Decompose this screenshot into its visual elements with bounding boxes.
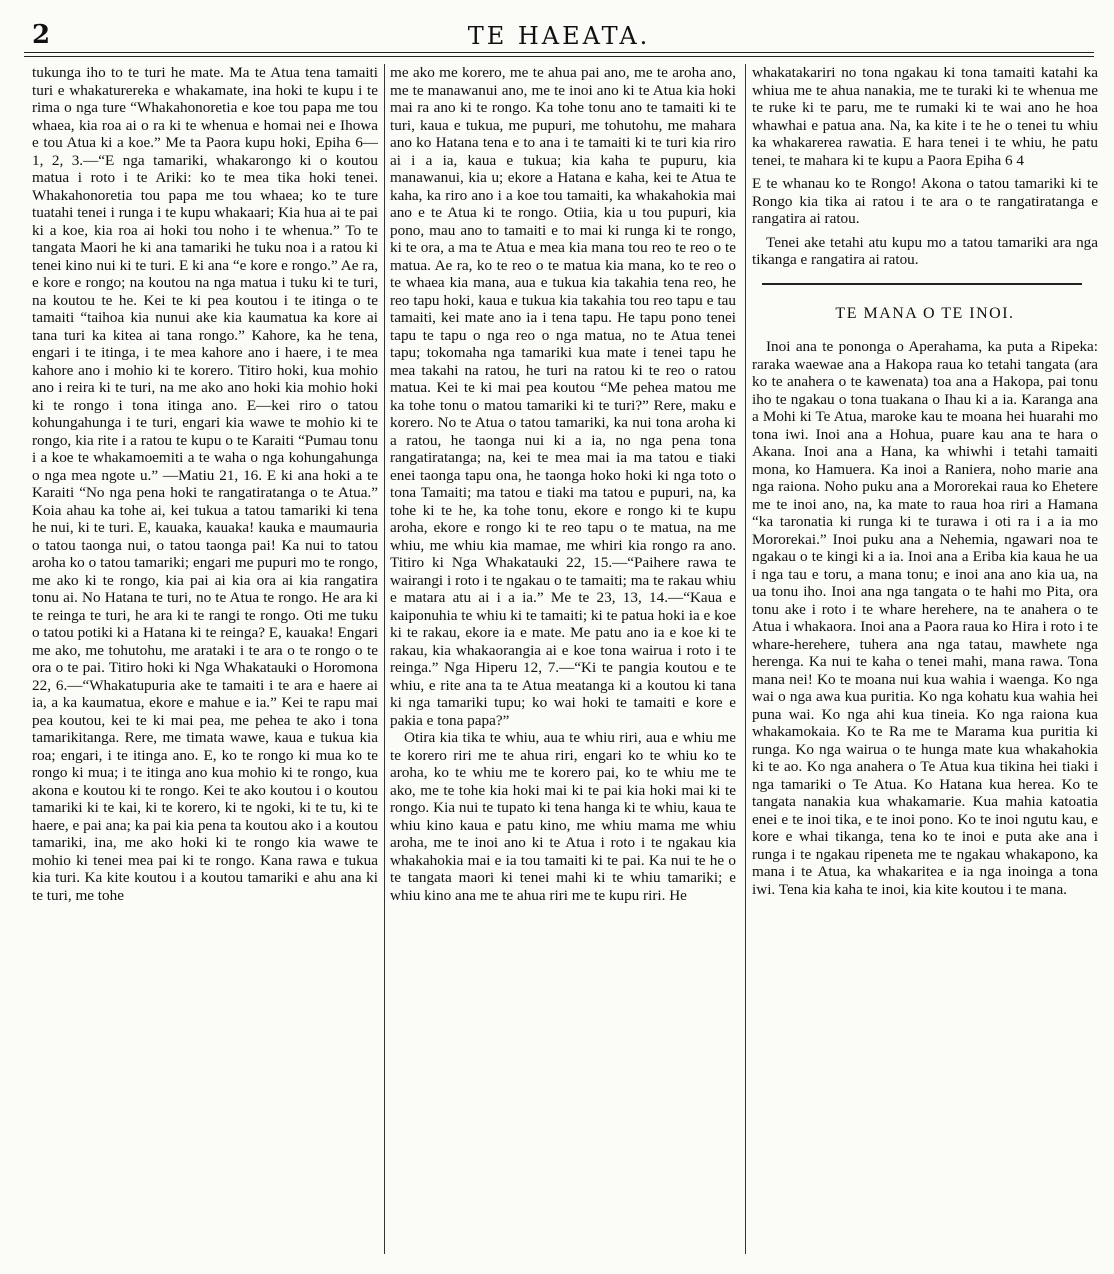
column-3	[752, 64, 1098, 1260]
column-divider-1	[384, 64, 385, 1254]
column-3-paragraph-4: Inoi ana te pononga o Aperahama, ka puta a Ripeka: raraka waewae ana a Hakopa raua ko tetahi tangata (ara ko te anahera o te kawenata) toa ana a Hakopa, pai tonu iho te ngakau o tona tuakana o Ihau ki a ia. Karanga ana a Mohi ki Te Atua, maroke kau te moana hei huarahi mo tona iwi. Inoi ana a Hohua, puare kau ana te hara o Akana. Inoi ana a Hana, ka whiwhi i tetahi tamaiti mona, ko Hamuera. Ka inoi a Raniera, noho marie ana nga raiona. Noho puku ana a Mororekai raua ko Ehetere me te inoi ano, na, ka mate to raua hoa riri a Hamana “ka taronatia ki runga ki te turawa i oti ra i a ia mo Mororekai.” Inoi puku ana a Nehemia, ngawari noa te ngakau o te kingi ki a ia. Inoi ana a Eriba kia kaua he ua i nga tau e toru, a mana tonu; e inoi ana ano kia ua, na ua tonu iho. Inoi ana nga tangata o te hahi mo Pita, ora tonu ake i roto i te whare herehere, na te anahera o te Atua i whakaora. Inoi ana a Paora raua ko Hira i roto i te whare-herehere, tuhera ana nga tatau, mawhete nga herenga. Ka nui te kaha o tenei mahi, mana rawa. Tona mana nei! Ko te moana nui kua wahia i waenga. Ko nga wai o nga awa kua puritia. Ko nga kohatu kua wahia hei puna wai. Ko nga ahi kua tineia. Ko nga raiona kua whakamokaia. Ko te Ra me te Marama kua puritia ki runga. Ko nga wairua o te hunga mate kua whakahokia ki te ao. Ko nga anahera o Te Atua kua tikina hei tiaki i nga tamariki o Te Atua. Ko Hatana kua herea. Ko te tangata nanakia kua whakamarie. Kua mahia katoatia enei e te inoi tika, e te inoi pono. Ko te inoi ngutu kau, e kore e whai tikanga, tena ko te inoi e puta ake ana i runga i te ngakau ripeneta me te ngakau whakapono, ka mana i te Atua, ka whakaritea e ia nga inoinga a tona iwi. Tena kia kaha te inoi, kia kite koutou i te mana.	[752, 338, 1098, 898]
section-title: TE MANA O TE INOI.	[835, 304, 1015, 322]
column-1-text: tukunga iho to te turi he mate. Ma te Atua tena tamaiti turi e whakaturereka e whakamate, ina hoki te kupu i te rima o nga ture “Whakahonoretia e koe tou papa me tou whaea, kia roa ai o ra ki te whenua e homai nei e Ihowa e tou Atua ki a koe.” Me ta Paora kupu hoki, Epiha 6—1, 2, 3.—“E nga tamariki, whakarongo ki o koutou matua i roto i te Ariki: ko te mea tika hoki tenei. Whakahonoretia tou papa me tou whaea; ko te ture tuatahi tenei i runga i te kupu whakaari; Kia hua ai te pai ki a koe, kia roa ai hoki tou noho i te whenua.” To te tangata Maori he ki ana tamariki he tuku noa i a ratou ki tenei kino nui ki te turi. E ki ana “e kore e rongo.” Ae ra, e kore e rongo; na koutou na nga matua i tuku ki te turi, na koutou te he. Kei te ki pea koutou i te itinga o te tamaiti “taihoa kia nunui ake kia kaumatua ka kore ai tana turi ka kitea ai tana rongo.” Kahore, ka he tena, engari i te itinga, i te mea kahore ano i haere, i te mea kahore ano i mohio ki te korero. Titiro hoki, kua mohio ano i reira ki te turi, na me ako ano hoki kia mohio hoki ki te rongo i tona itinga ano. E—kei riro o tatou kohungahunga i te turi, engari kia wawe te mohio ki te rongo, kia rite i a ratou te kupu o te Karaiti “Pumau tonu i a koe te whakamoemiti a te waha o nga kohungahunga o nga mea ngote u.” —Matiu 21, 16. E ki ana hoki a te Karaiti “No nga pena hoki te rangatiratanga o te Atua.” Koia ahau ka tohe ai, kei tukua a tatou tamariki ki tena he nui, ki te turi. E, kauaka, kauaka! kauka e maumauria o tatou taonga nui, o tatou taonga pai! Ka nui to tatou aroha ko o tatou tamariki; engari me pupuri mo te rongo, me ako ki te rongo, kia pai ai kia ora ai kia rangatira tonu ai. No Hatana te turi, no te Atua te rongo. He ara ki te reinga te turi, he ara ki te rangi te rongo. Oti me tuku o tatou potiki ki a Hatana ki te reinga? E, kauaka! Engari me ako, me tohutohu, me arataki i te ara o te rongo o te ora o te pai. Titiro hoki ki Nga Whakatauki o Horomona 22, 6.—“Whakatupuria ake te tamaiti i te ara e haere ai ia, a ka kaumatua, ekore e mahue e ia.” Kei te rapu mai pea koutou, kei te ki mai pea, me pehea te ako i tona tamarikitanga. Rere, me timata wawe, kaua e tukua kia roa; engari, i te itinga ano. E, ko te rongo ki mua ko te rongo ki mua; i te itinga ano kua mohio ki te rongo, kua akona e koutou ki te rongo. Kei te ako koutou i o koutou tamariki ki te kai, ki te korero, ki te ngoki, ki te tu, ki te haere, e pai ana; ka pai kia pena ta koutou ako i a koutou tamariki, ina, me ako hoki ki te rongo kia wawe te mohio ki tenei mea pai ki te rongo. Kana rawa e tukua kia turi. Ka kite koutou i a koutou tamariki e ahu ana ki te turi, me tohe	[32, 64, 378, 904]
column-3-paragraph-2: E te whanau ko te Rongo! Akona o tatou tamariki ki te Rongo kia tika ai ratou i te ara o te rangatiratanga e rangatira ai ratou.	[752, 175, 1098, 227]
section-divider	[762, 283, 1082, 285]
column-2-paragraph-1: me ako me korero, me te ahua pai ano, me te aroha ano, me te manawanui ano, me te inoi ano ki te Atua kia hoki mai ra ano ki te rongo. Ka tohe tonu ano te tamaiti ki te turi, kaua e tukua, me pupuri, me tohutohu, me mahara ano ko Hatana tena e to ana i te tamaiti ki te turi kia riro ai i a ia, kaua e tukua; kia kaha te pupuru, kia manawanui, kia u; ekore a Hatana e kaha, kei te Atua te kaha, ka riro ano i a koe tou tamaiti, ka whakahokia mai ano e te Atua ki te rongo. Otiia, kia u tou pupuri, kia pono, mau ano to tamaiti e to mai ki runga ki te rongo, ki te ora, a ma te Atua e mea kia mana tou reo te reo o te matua. Ae ra, ko te reo o te matua kia mana, ko te reo o te whaea kia mana, aua e tukua kia takahia tena reo, he reo tapu hoki, kaua e tukua kia takahia tou reo tapu e tau tamaiti, kei mate ano ia i tena tapu. He tapu pono tenei tapu te tapu o nga reo o nga matua, no te Atua tenei tapu; tokomaha nga tamariki kua mate i tenei tapu he mea takahi na ratou, he turi na ratou ki te reo o ratou matua. Kei te ki mai pea koutou “Me pehea matou me ka tohe tonu o matou tamariki ki te turi?” Rere, maku e korero. No te Atua o tatou tamariki, ka nui tona aroha ki a ratou, he taonga nui ki a ia, no nga pena tona rangatiratanga; na, kei te mea mai ia ma tatou e tiaki enei taonga tapu ona, he taonga hoko hoki ki nga toto o tona Tamaiti; ma tatou e tiaki ma tatou e pupuri, na, ka tohe ki te he, ka tohe tonu, ekore e rongo ki te kupu aroha, ekore e rongo ki te reo tapu o te matua, na me whiu, me whiu kia mamae, me whiri kia rongo ra ano. Titiro ki Nga Whakatauki 22, 15.—“Paihere rawa te wairangi i roto i te ngakau o te tamaiti; ma te rakau whiu e matara atu ai i a ia.” Me te 23, 13, 14.—“Kaua e kaiponuhia te whiu ki te tamaiti; ki te patua hoki ia e koe ki te rakau, ekore ia e mate. Me patu ano ia e koe ki te rakau, kia whakaorangia ai e koe tona wairua i roto i te reinga.” Nga Hiperu 12, 7.—“Ki te pangia koutou e te whiu, e rite ana ta te Atua meatanga ki a koutou ki tana ki nga tamariki tupu; ko wai hoki te tamaiti e kore e pakia e tona papa?”	[390, 64, 736, 729]
page-number: 2	[32, 20, 51, 50]
column-3-paragraph-1: whakatakariri no tona ngakau ki tona tamaiti katahi ka whiua me te ahua nanakia, me te turaki ki te whenua me te ruke ki te paru, me te rumaki ki te wai ano he hoa whawhai e patua ana. Na, ka kite i te he o tenei tu whiu ka whakarerea rawatia. E hara tenei i te whiu, he patu tenei, te mahara ki te kupu a Paora Epiha 6 4	[752, 64, 1098, 169]
header-rule-top	[24, 52, 1094, 53]
column-divider-2	[745, 64, 746, 1254]
column-2-paragraph-2: Otira kia tika te whiu, aua te whiu riri, aua e whiu me te korero riri me te ahua riri, engari ko te whiu ko te aroha, ko te whiu me te korero pai, ko te whiu me te ako, me te tohe kia hoki mai ki te pai kia hoki mai ki te rongo. Kia nui te tupato ki tena hanga ki te whiu, kaua te whiu kino kaua e patu kino, me whiu mama me whiu aroha, me te inoi ano ki te Atua i roto i te ngakau kia whakahokia mai e ia tou tamaiti ki te pai. Ka nui te he o te tangata maori ki tenei mahi ki te whiu tamariki; e whiu kino ana me te ahua riri me te kupu riri. He	[390, 729, 736, 904]
column-3-paragraph-3: Tenei ake tetahi atu kupu mo a tatou tamariki ara nga tikanga e rangatira ai ratou.	[752, 233, 1098, 268]
page-header	[24, 14, 1094, 54]
column-1	[32, 64, 378, 1260]
header-rule-bottom	[24, 56, 1094, 57]
column-2	[390, 64, 736, 1260]
page-title: TE HAEATA.	[467, 22, 651, 50]
